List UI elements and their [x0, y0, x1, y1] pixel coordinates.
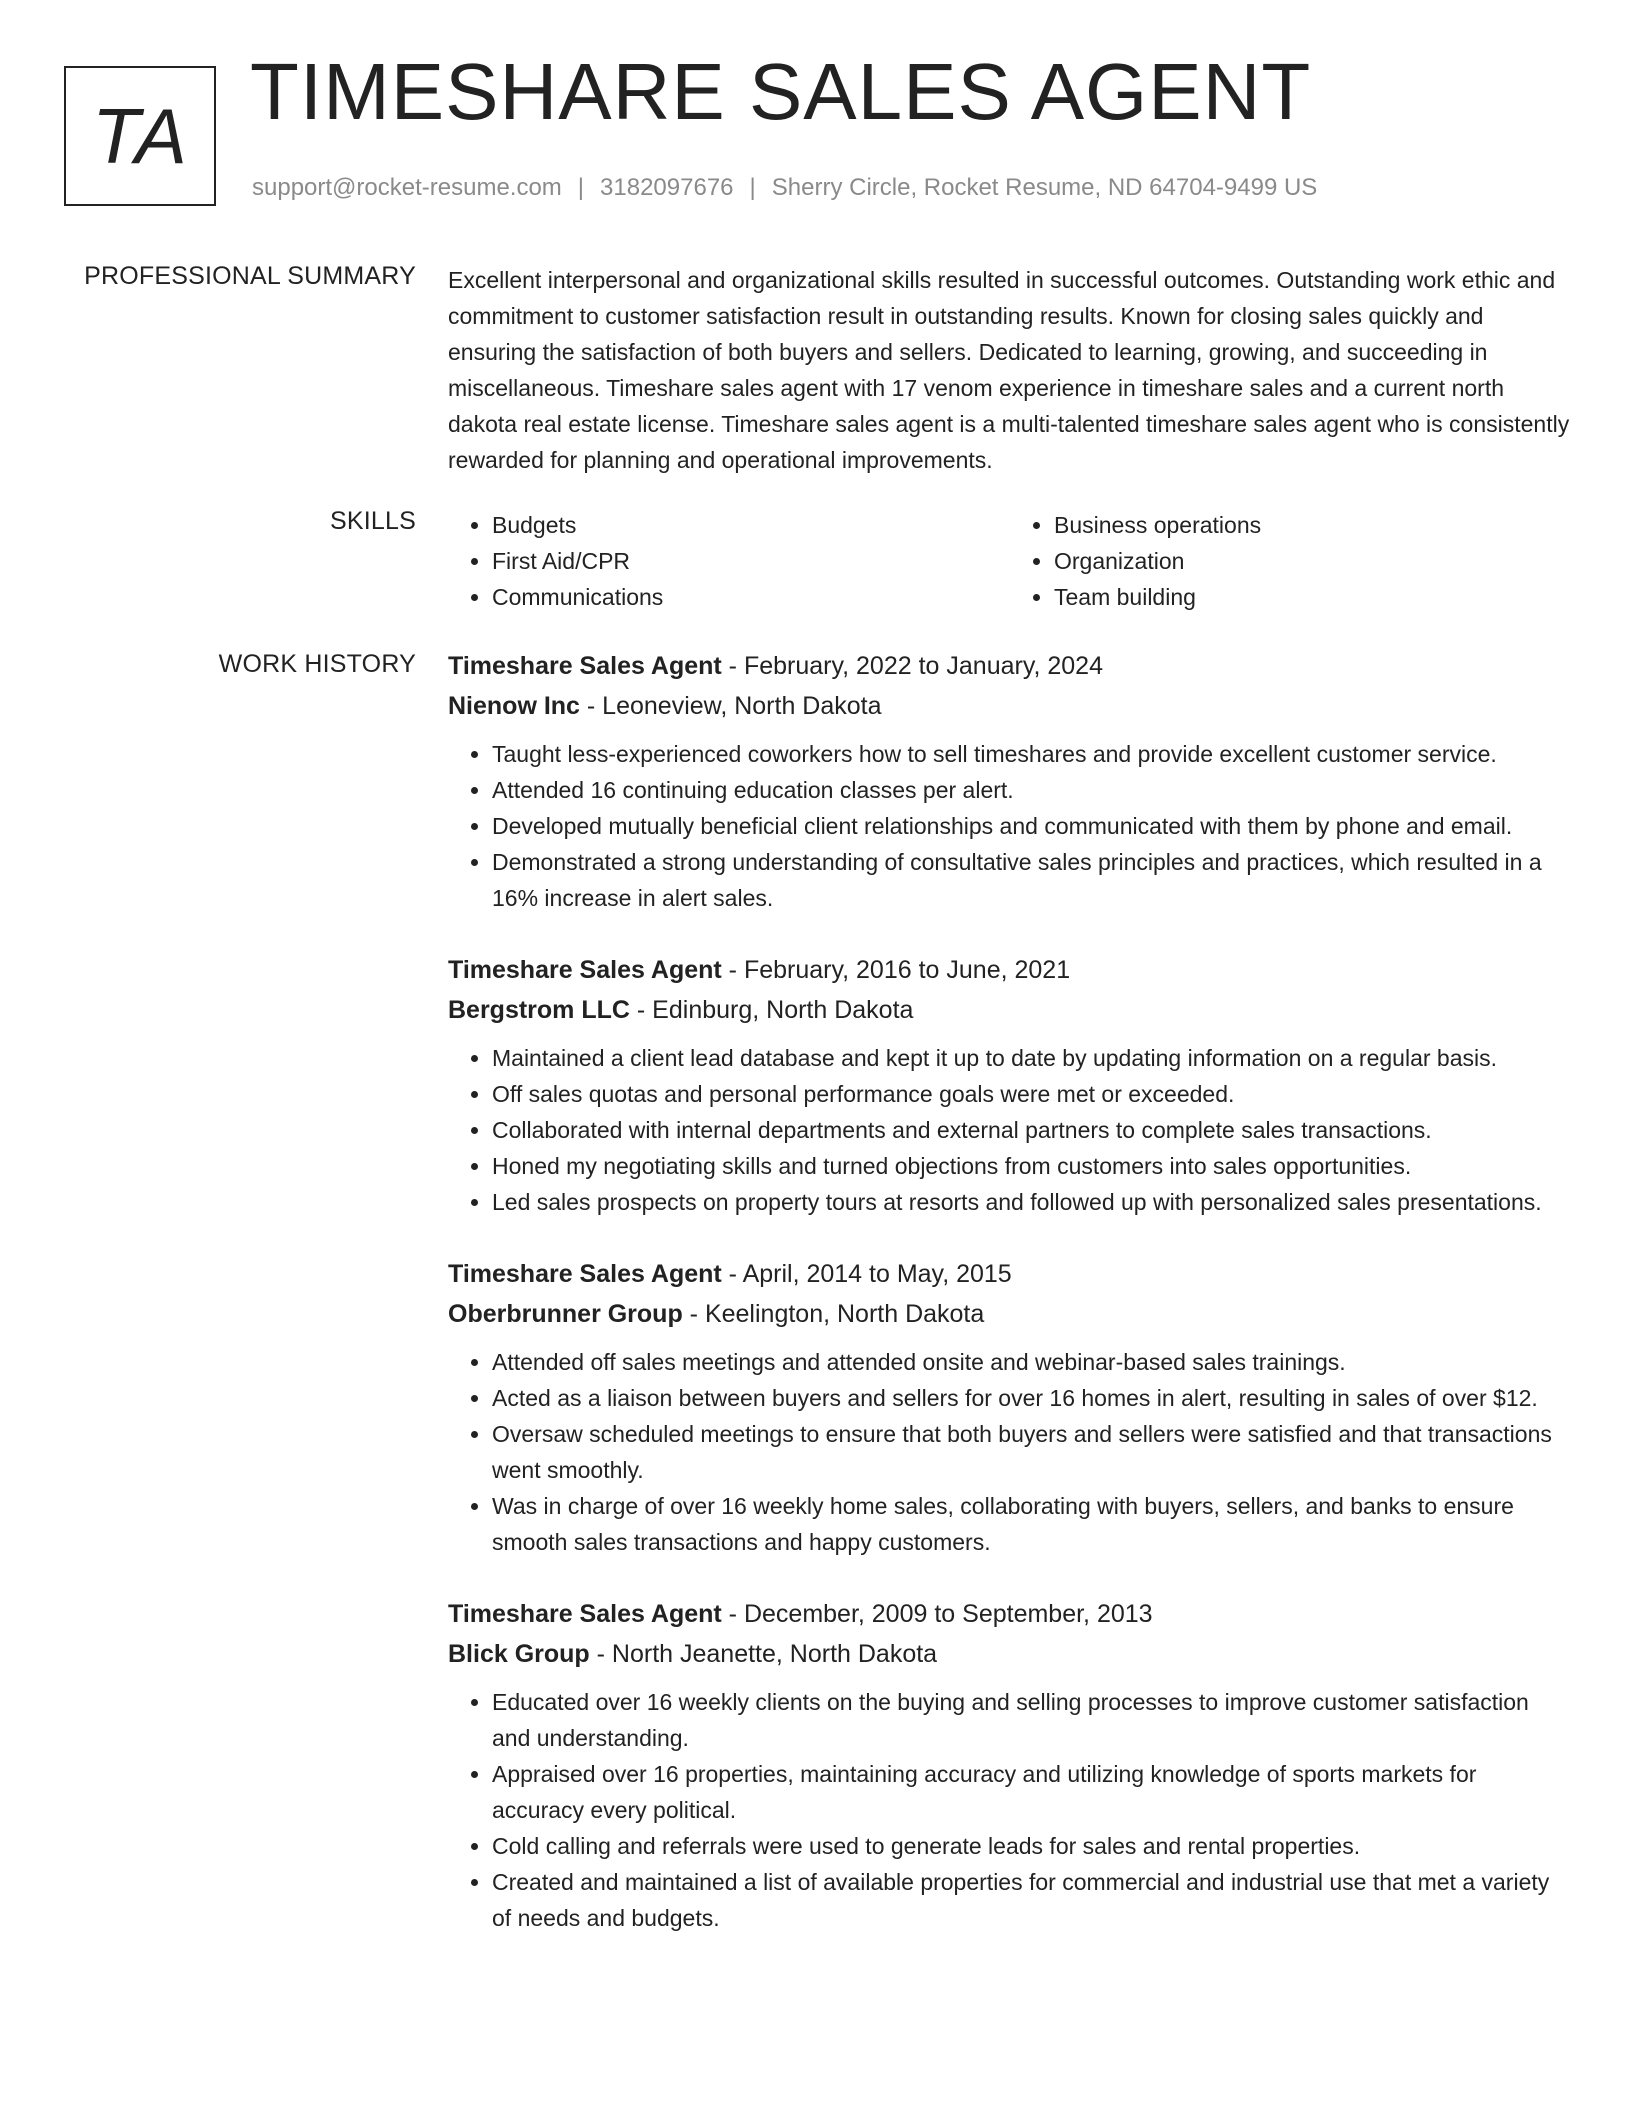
- job-title-line: [448, 1594, 1572, 1634]
- skill-item: • Budgets: [492, 507, 1010, 543]
- job-bullet: • Created and maintained a list of available properties for commercial and industrial use that met a variety of needs and budgets.: [492, 1864, 1572, 1936]
- job-dates: - February, 2016 to June, 2021: [721, 956, 1071, 984]
- skill-item: • Organization: [1054, 543, 1572, 579]
- job-entry: [448, 1254, 1572, 1560]
- skill-item: • Team building: [1054, 579, 1572, 615]
- job-bullet: • Attended 16 continuing education classes per alert.: [492, 772, 1572, 808]
- job-bullet: • Collaborated with internal departments and external partners to complete sales transactions.: [492, 1112, 1572, 1148]
- skill-item: • Communications: [492, 579, 1010, 615]
- job-title: Timeshare Sales Agent: [448, 1260, 722, 1288]
- job-title-line: [448, 1254, 1572, 1294]
- job-company-line: [448, 686, 1572, 726]
- job-company: Nienow Inc: [448, 692, 580, 720]
- job-title-line: [448, 950, 1572, 990]
- job-bullet-list: [448, 1344, 1572, 1560]
- section-heading: WORK HISTORY: [218, 650, 416, 678]
- job-bullet: • Oversaw scheduled meetings to ensure that both buyers and sellers were satisfied and that transactions went smoothly.: [492, 1416, 1572, 1488]
- job-bullet-list: [448, 1040, 1572, 1220]
- job-location: - Keelington, North Dakota: [682, 1300, 985, 1328]
- skills-list-right: [1010, 507, 1572, 615]
- skills-body: [448, 507, 1572, 615]
- job-bullet: • Acted as a liaison between buyers and sellers for over 16 homes in alert, resulting in sales of over $12.: [492, 1380, 1572, 1416]
- page-title: TIMESHARE SALES AGENT: [250, 47, 1312, 136]
- section-heading: SKILLS: [330, 507, 416, 535]
- job-title: Timeshare Sales Agent: [448, 956, 722, 984]
- job-bullet: • Taught less-experienced coworkers how to sell timeshares and provide excellent customer service.: [492, 736, 1572, 772]
- job-bullet: • Maintained a client lead database and kept it up to date by updating information on a regular basis.: [492, 1040, 1572, 1076]
- summary-text: Excellent interpersonal and organizational skills resulted in successful outcomes. Outstanding work ethic and commitment to customer satisfaction result in outstanding results. Known for closing sales quickly and ensuring the satisfaction of both buyers and sellers. Dedicated to learning, growing, and succeeding in miscellaneous. Timeshare sales agent with 17 venom experience in timeshare sales and a current north dakota real estate license. Timeshare sales agent is a multi-talented timeshare sales agent who is consistently rewarded for planning and operational improvements.: [448, 267, 1570, 473]
- job-entry: [448, 950, 1572, 1220]
- monogram-logo: TA: [64, 66, 216, 206]
- job-dates: - February, 2022 to January, 2024: [721, 652, 1103, 680]
- separator: |: [577, 174, 585, 201]
- work-history-body: [448, 646, 1572, 1970]
- job-bullet: • Off sales quotas and personal performance goals were met or exceeded.: [492, 1076, 1572, 1112]
- job-entry: [448, 646, 1572, 916]
- job-bullet: • Led sales prospects on property tours at resorts and followed up with personalized sales presentations.: [492, 1184, 1572, 1220]
- phone-text: 3182097676: [600, 174, 734, 201]
- job-bullet: • Educated over 16 weekly clients on the buying and selling processes to improve customer satisfaction and understanding.: [492, 1684, 1572, 1756]
- section-heading: PROFESSIONAL SUMMARY: [84, 262, 416, 290]
- job-bullet: • Was in charge of over 16 weekly home sales, collaborating with buyers, sellers, and banks to ensure smooth sales transactions and happy customers.: [492, 1488, 1572, 1560]
- skills-list-left: [448, 507, 1010, 615]
- job-company: Oberbrunner Group: [448, 1300, 683, 1328]
- skills-columns: [448, 507, 1572, 615]
- job-company-line: [448, 990, 1572, 1030]
- job-bullet: • Honed my negotiating skills and turned objections from customers into sales opportunities.: [492, 1148, 1572, 1184]
- job-company: Blick Group: [448, 1640, 590, 1668]
- job-entry: [448, 1594, 1572, 1936]
- job-location: - North Jeanette, North Dakota: [589, 1640, 938, 1668]
- job-bullet: • Attended off sales meetings and attended onsite and webinar-based sales trainings.: [492, 1344, 1572, 1380]
- contact-line: [252, 174, 1317, 202]
- job-bullet: • Developed mutually beneficial client relationships and communicated with them by phone and email.: [492, 808, 1572, 844]
- job-dates: - December, 2009 to September, 2013: [721, 1600, 1153, 1628]
- job-bullet: • Appraised over 16 properties, maintaining accuracy and utilizing knowledge of sports markets for accuracy every political.: [492, 1756, 1572, 1828]
- skill-item: • Business operations: [1054, 507, 1572, 543]
- job-bullet-list: [448, 1684, 1572, 1936]
- job-company-line: [448, 1634, 1572, 1674]
- separator: |: [749, 174, 756, 201]
- job-bullet: • Cold calling and referrals were used to generate leads for sales and rental properties.: [492, 1828, 1572, 1864]
- skill-item: • First Aid/CPR: [492, 543, 1010, 579]
- job-company-line: [448, 1294, 1572, 1334]
- address-text: Sherry Circle, Rocket Resume, ND 64704-9499 US: [771, 174, 1318, 201]
- job-company: Bergstrom LLC: [448, 996, 630, 1024]
- summary-body: [448, 262, 1572, 478]
- job-title: Timeshare Sales Agent: [448, 652, 722, 680]
- job-bullet-list: [448, 736, 1572, 916]
- email-text: support@rocket-resume.com: [252, 174, 562, 201]
- job-title: Timeshare Sales Agent: [448, 1600, 722, 1628]
- job-location: - Edinburg, North Dakota: [629, 996, 914, 1024]
- job-title-line: [448, 646, 1572, 686]
- job-dates: - April, 2014 to May, 2015: [721, 1260, 1012, 1288]
- job-bullet: • Demonstrated a strong understanding of consultative sales principles and practices, which resulted in a 16% increase in alert sales.: [492, 844, 1572, 916]
- job-location: - Leoneview, North Dakota: [579, 692, 882, 720]
